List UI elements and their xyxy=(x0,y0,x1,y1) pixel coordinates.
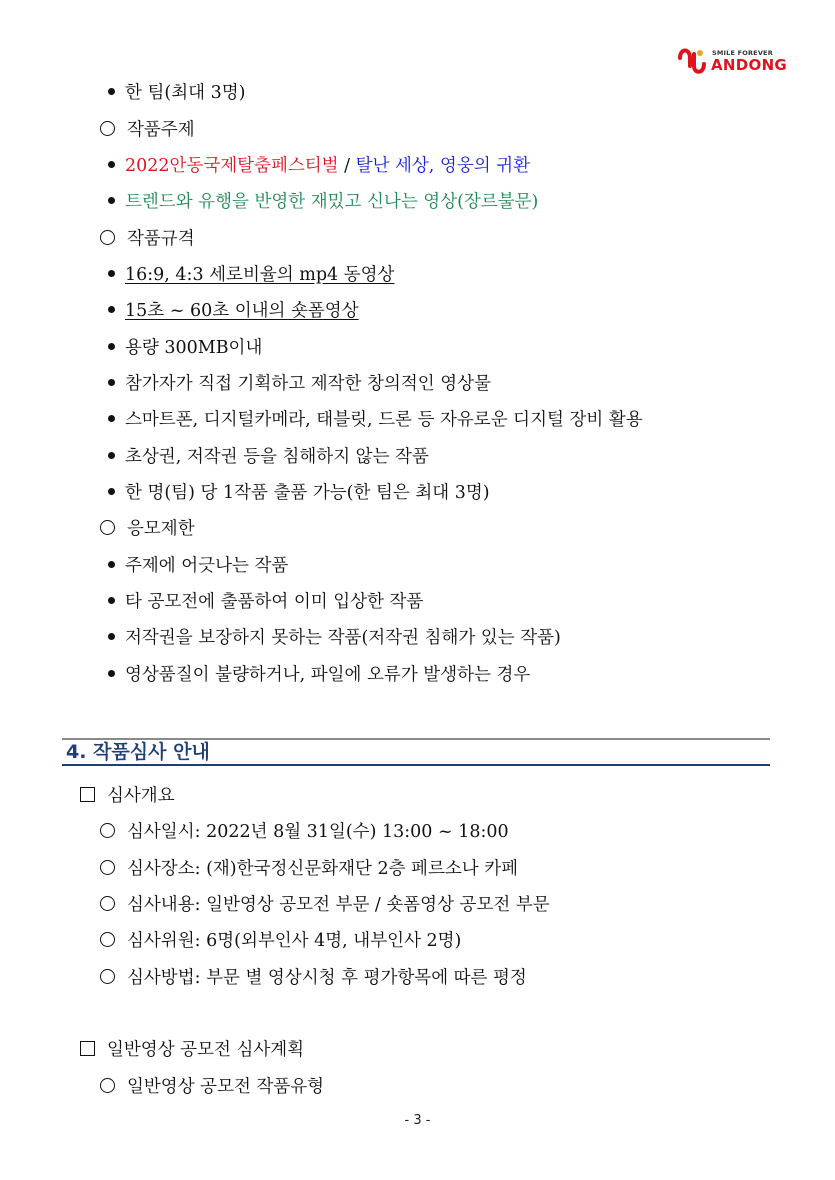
page-number: - 3 - xyxy=(404,1113,431,1128)
spec-item-4: 참가자가 직접 기획하고 제작한 창의적인 영상물 xyxy=(108,372,491,396)
overview-heading: 심사개요 xyxy=(80,784,175,808)
limit-item-4: 영상품질이 불량하거나, 파일에 오류가 발생하는 경우 xyxy=(108,663,530,687)
logo-tagline: SMILE FOREVER xyxy=(712,49,773,57)
spec-item-1-text: 16:9, 4:3 세로비율의 mp4 동영상 xyxy=(125,265,395,285)
limit-heading: 응모제한 xyxy=(100,517,195,541)
spec-item-7: 한 명(팀) 당 1작품 출품 가능(한 팀은 최대 3명) xyxy=(108,481,490,505)
review-method: 심사방법: 부문 별 영상시청 후 평가항목에 따른 평정 xyxy=(100,966,527,990)
section-4-title-bar xyxy=(62,738,770,766)
section-4-title: 4. 작품심사 안내 xyxy=(66,741,210,763)
theme-item-2: 트렌드와 유행을 반영한 재밌고 신나는 영상(장르불문) xyxy=(108,190,538,214)
spec-heading: 작품규격 xyxy=(100,227,195,251)
theme-item-1 xyxy=(108,154,530,178)
theme-heading: 작품주제 xyxy=(100,118,195,142)
review-place: 심사장소: (재)한국정신문화재단 2층 페르소나 카페 xyxy=(100,857,518,881)
limit-item-3: 저작권을 보장하지 못하는 작품(저작권 침해가 있는 작품) xyxy=(108,626,561,650)
review-judges: 심사위원: 6명(외부인사 4명, 내부인사 2명) xyxy=(100,929,461,953)
review-date: 심사일시: 2022년 8월 31일(수) 13:00 ~ 18:00 xyxy=(100,820,509,844)
plan-item: 일반영상 공모전 작품유형 xyxy=(100,1075,324,1099)
andong-logo-mark-icon xyxy=(676,44,708,76)
spec-item-5: 스마트폰, 디지털카메라, 태블릿, 드론 등 자유로운 디지털 장비 활용 xyxy=(108,408,643,432)
spec-item-6: 초상권, 저작권 등을 침해하지 않는 작품 xyxy=(108,445,429,469)
plan-heading: 일반영상 공모전 심사계획 xyxy=(80,1038,304,1062)
festival-theme: 탈난 세상, 영웅의 귀환 xyxy=(355,156,531,176)
review-content: 심사내용: 일반영상 공모전 부문 / 숏폼영상 공모전 부문 xyxy=(100,893,550,917)
andong-logo xyxy=(676,44,786,78)
festival-name: 2022안동국제탈춤페스티벌 xyxy=(125,156,339,176)
logo-wordmark: ANDONG xyxy=(711,56,788,74)
theme-separator: / xyxy=(338,156,356,176)
spec-item-1 xyxy=(108,263,394,287)
limit-item-1: 주제에 어긋나는 작품 xyxy=(108,554,288,578)
spec-item-2-text: 15초 ~ 60초 이내의 숏폼영상 xyxy=(125,301,359,321)
limit-item-2: 타 공모전에 출품하여 이미 입상한 작품 xyxy=(108,590,423,614)
spec-item-2 xyxy=(108,299,359,323)
team-size-item: 한 팀(최대 3명) xyxy=(108,81,245,105)
spec-item-3: 용량 300MB이내 xyxy=(108,336,262,360)
